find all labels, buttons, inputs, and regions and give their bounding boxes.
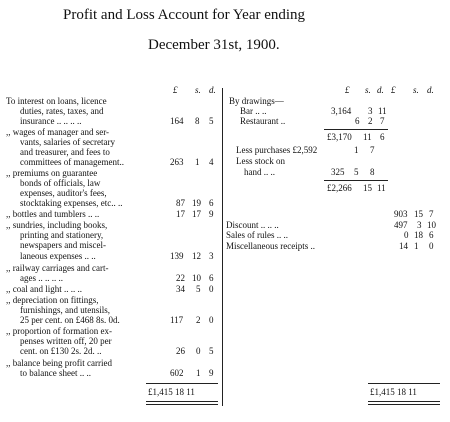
credit-rules-pence: 6	[429, 230, 434, 240]
debit-amount-pounds: 26	[176, 346, 185, 356]
debit-line: insurance .. .. .. ..	[20, 116, 82, 126]
debit-amount-shillings: 1	[196, 368, 201, 378]
debit-line: stocktaking expenses, etc.. ..	[20, 198, 123, 208]
credit-drawings-label: By drawings—	[229, 96, 284, 106]
credit-rules-shillings: 18	[414, 230, 423, 240]
debit-amount-pence: 9	[209, 209, 214, 219]
debit-line: printing and stationery,	[20, 230, 104, 240]
credit-total-rule-bottom-2	[368, 404, 440, 405]
debit-total-rule-bottom-2	[146, 404, 218, 405]
debit-amount-pence: 6	[209, 273, 214, 283]
credit-less-stock-shillings: 5	[354, 167, 359, 177]
debit-header-pounds: £	[173, 85, 178, 95]
debit-amount-pounds: 164	[170, 116, 184, 126]
credit-drawings-total-pounds: £3,170	[327, 132, 352, 142]
debit-line: ,, bottles and tumblers .. ..	[6, 209, 100, 219]
debit-total-rule-top	[146, 383, 218, 384]
debit-amount-pounds: 34	[176, 284, 185, 294]
credit-drawings-total-pence: 6	[380, 132, 385, 142]
debit-line: and treasurer, and fees to	[20, 147, 110, 157]
debit-line: vants, salaries of secretary	[20, 137, 115, 147]
credit-less-total-pounds: £2,266	[327, 183, 352, 193]
credit-discount-shillings: 3	[417, 220, 422, 230]
credit-less-stock-label-2: hand .. ..	[244, 167, 275, 177]
debit-line: ,, premiums on guarantee	[6, 168, 98, 178]
debit-amount-pounds: 139	[170, 251, 184, 261]
credit-discount-pounds: 497	[394, 220, 408, 230]
debit-amount-pounds: 17	[176, 209, 185, 219]
debit-amount-pence: 0	[209, 315, 214, 325]
debit-amount-pence: 4	[209, 157, 214, 167]
credit-bar-pounds: 3,164	[331, 106, 352, 116]
column-divider	[222, 88, 223, 406]
credit-restaurant-label: Restaurant ..	[240, 116, 286, 126]
credit-discount-label: Discount .. .. ..	[226, 220, 279, 230]
credit-less-stock-pence: 8	[370, 167, 375, 177]
debit-line: ,, proportion of formation ex-	[6, 326, 112, 336]
credit-header-outer-shillings: s.	[413, 85, 419, 95]
credit-misc-pounds: 14	[399, 241, 408, 251]
debit-header-shillings: s.	[195, 85, 201, 95]
credit-total-rule-bottom-1	[368, 401, 440, 402]
credit-rules-pounds: 0	[404, 230, 409, 240]
credit-misc-label: Miscellaneous receipts ..	[226, 241, 315, 251]
debit-line: ,, wages of manager and ser-	[6, 127, 110, 137]
credit-gross-shillings: 15	[414, 209, 423, 219]
debit-line: ,, railway carriages and cart-	[6, 263, 109, 273]
credit-total-rule-top	[368, 383, 440, 384]
credit-drawings-rule	[324, 129, 388, 130]
debit-amount-pounds: 22	[176, 273, 185, 283]
page-title-line-2: December 31st, 1900.	[148, 37, 280, 53]
debit-amount-shillings: 10	[192, 273, 201, 283]
debit-amount-pounds: 263	[170, 157, 184, 167]
debit-amount-pence: 5	[209, 346, 214, 356]
debit-line: ,, sundries, including books,	[6, 220, 108, 230]
credit-misc-shillings: 1	[414, 241, 419, 251]
debit-amount-pence: 9	[209, 368, 214, 378]
debit-amount-pence: 5	[209, 116, 214, 126]
debit-line: ages .. .. .. ..	[20, 273, 63, 283]
debit-line: newspapers and miscel-	[20, 240, 106, 250]
debit-amount-shillings: 2	[196, 315, 201, 325]
debit-amount-shillings: 12	[192, 251, 201, 261]
debit-amount-shillings: 0	[196, 346, 201, 356]
credit-rules-label: Sales of rules .. ..	[226, 230, 288, 240]
credit-bar-shillings: 3	[368, 106, 373, 116]
debit-amount-pounds: 602	[170, 368, 184, 378]
credit-restaurant-pounds: 6	[355, 116, 360, 126]
debit-total-rule-bottom-1	[146, 401, 218, 402]
page-title-line-1: Profit and Loss Account for Year ending	[63, 7, 306, 23]
debit-line: ,, depreciation on fittings,	[6, 295, 99, 305]
debit-line: duties, rates, taxes, and	[20, 106, 104, 116]
credit-restaurant-pence: 7	[380, 116, 385, 126]
credit-misc-pence: 0	[429, 241, 434, 251]
credit-header-outer-pounds: £	[391, 85, 396, 95]
credit-header-inner-pence: d.	[377, 85, 384, 95]
credit-restaurant-shillings: 2	[368, 116, 373, 126]
credit-less-purchases-pence: 7	[370, 145, 375, 155]
debit-line: ,, balance being profit carried	[6, 358, 112, 368]
debit-amount-shillings: 5	[196, 284, 201, 294]
debit-amount-shillings: 17	[192, 209, 201, 219]
debit-line: To interest on loans, licence	[6, 96, 107, 106]
debit-line: ,, coal and light .. .. ..	[6, 284, 82, 294]
debit-line: furnishings, and utensils,	[20, 305, 110, 315]
credit-less-purchases-shillings: 1	[354, 145, 359, 155]
debit-header-pence: d.	[209, 85, 216, 95]
debit-amount-shillings: 1	[195, 157, 200, 167]
debit-total: £1,415 18 11	[148, 387, 195, 397]
debit-amount-pence: 3	[209, 251, 214, 261]
debit-line: penses written off, 20 per	[20, 336, 112, 346]
debit-line: committees of management..	[20, 157, 124, 167]
credit-header-inner-pounds: £	[345, 85, 350, 95]
debit-amount-shillings: 8	[195, 116, 200, 126]
debit-line: bonds of officials, law	[20, 178, 101, 188]
debit-line: 25 per cent. on £468 8s. 0d.	[20, 315, 120, 325]
credit-gross-pence: 7	[429, 209, 434, 219]
debit-amount-pence: 6	[209, 198, 214, 208]
debit-amount-pence: 0	[209, 284, 214, 294]
credit-gross-pounds: 903	[394, 209, 408, 219]
credit-less-stock-label: Less stock on	[236, 156, 285, 166]
credit-less-total-pence: 11	[377, 183, 386, 193]
debit-amount-pounds: 117	[170, 315, 184, 325]
debit-amount-shillings: 19	[192, 198, 201, 208]
credit-drawings-total-shillings: 11	[363, 132, 372, 142]
credit-header-inner-shillings: s.	[365, 85, 371, 95]
credit-header-outer-pence: d.	[427, 85, 434, 95]
credit-less-rule	[324, 180, 388, 181]
debit-line: laneous expenses .. ..	[20, 251, 96, 261]
credit-bar-label: Bar .. ..	[240, 106, 267, 116]
debit-line: to balance sheet .. ..	[20, 368, 91, 378]
credit-less-purchases-label: Less purchases £2,592	[236, 145, 318, 155]
credit-total: £1,415 18 11	[370, 387, 417, 397]
credit-bar-pence: 11	[378, 106, 387, 116]
credit-less-stock-pounds: 325	[331, 167, 345, 177]
debit-line: expenses, auditor's fees,	[20, 188, 107, 198]
debit-amount-pounds: 87	[176, 198, 185, 208]
credit-discount-pence: 10	[427, 220, 436, 230]
debit-line: cent. on £130 2s. 2d. ..	[20, 346, 102, 356]
credit-less-total-shillings: 15	[363, 183, 372, 193]
